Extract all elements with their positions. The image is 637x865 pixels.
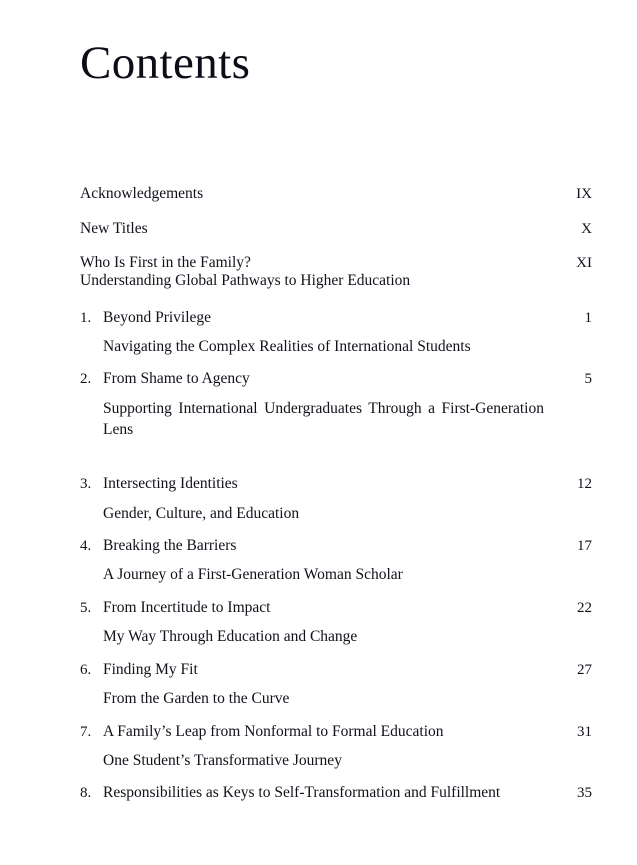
toc-entry-label: New Titles xyxy=(80,219,148,237)
toc-chapter-2[interactable] xyxy=(80,371,592,462)
toc-chapter-5[interactable] xyxy=(80,600,592,648)
toc-chapter-main-row xyxy=(80,600,592,616)
toc-chapter-title: Intersecting Identities xyxy=(103,475,238,492)
toc-entry-subtitle: Understanding Global Pathways to Higher Education xyxy=(80,272,411,289)
toc-entry-page-number: X xyxy=(581,220,592,237)
table-of-contents xyxy=(80,186,592,815)
toc-chapter-page-number: 1 xyxy=(584,309,592,326)
toc-chapter-subtitle: One Student’s Transformative Journey xyxy=(103,752,342,769)
toc-chapter-main-row xyxy=(80,785,592,801)
toc-entry-page-number: IX xyxy=(576,186,592,202)
toc-entry-acknowledgements[interactable] xyxy=(80,186,592,202)
toc-entry-label: Who Is First in the Family? xyxy=(80,254,251,271)
toc-chapter-main-row xyxy=(80,724,592,740)
toc-chapter-1[interactable] xyxy=(80,310,592,358)
toc-chapter-title: Responsibilities as Keys to Self-Transformation and Fulfillment xyxy=(103,784,501,802)
toc-chapter-title: A Family’s Leap from Nonformal to Formal Education xyxy=(103,722,444,740)
toc-chapter-number: 4. xyxy=(80,537,92,554)
toc-chapter-8[interactable] xyxy=(80,785,592,801)
toc-chapter-number: 7. xyxy=(80,723,92,740)
toc-chapter-main-row xyxy=(80,371,592,387)
toc-chapter-title: Breaking the Barriers xyxy=(103,536,237,554)
toc-entry-page-number: XI xyxy=(576,255,592,271)
toc-chapter-subtitle: My Way Through Education and Change xyxy=(103,628,358,646)
toc-chapter-subtitle: Gender, Culture, and Education xyxy=(103,504,300,522)
toc-chapter-main-row xyxy=(80,538,592,554)
toc-chapter-page-number: 35 xyxy=(577,785,592,802)
toc-chapter-number: 3. xyxy=(80,476,92,492)
page-title: Contents xyxy=(80,37,251,89)
toc-chapter-main-row xyxy=(80,662,592,678)
toc-chapter-number: 1. xyxy=(80,309,92,326)
toc-chapter-subtitle: Supporting International Undergraduates Through a First-Generation Lens xyxy=(103,399,544,439)
toc-entry-new-titles[interactable] xyxy=(80,221,592,237)
toc-chapter-subtitle: Navigating the Complex Realities of International Students xyxy=(103,338,471,355)
toc-chapter-title: From Shame to Agency xyxy=(103,370,250,388)
toc-entry-label: Acknowledgements xyxy=(80,185,204,202)
toc-chapter-subtitle: From the Garden to the Curve xyxy=(103,690,290,708)
toc-chapter-title: Finding My Fit xyxy=(103,660,198,678)
toc-chapter-title: Beyond Privilege xyxy=(103,308,212,326)
toc-chapter-7[interactable] xyxy=(80,724,592,772)
toc-chapter-number: 8. xyxy=(80,785,92,802)
toc-chapter-page-number: 17 xyxy=(577,537,592,554)
toc-chapter-main-row xyxy=(80,310,592,326)
toc-chapter-page-number: 22 xyxy=(577,599,592,616)
toc-chapter-page-number: 31 xyxy=(577,723,592,740)
toc-chapter-main-row xyxy=(80,476,592,492)
toc-entry-who-is-first-in-the-family[interactable] xyxy=(80,255,592,271)
toc-chapter-4[interactable] xyxy=(80,538,592,586)
toc-chapter-number: 5. xyxy=(80,599,92,616)
toc-chapter-page-number: 27 xyxy=(577,661,592,678)
toc-chapter-title: From Incertitude to Impact xyxy=(103,598,271,616)
toc-chapter-subtitle: A Journey of a First-Generation Woman Scholar xyxy=(103,566,403,584)
toc-chapter-number: 2. xyxy=(80,371,92,388)
toc-chapter-page-number: 5 xyxy=(584,371,592,388)
toc-chapter-number: 6. xyxy=(80,661,92,678)
toc-chapter-6[interactable] xyxy=(80,662,592,710)
toc-chapter-page-number: 12 xyxy=(577,476,592,492)
toc-chapter-3[interactable] xyxy=(80,476,592,524)
